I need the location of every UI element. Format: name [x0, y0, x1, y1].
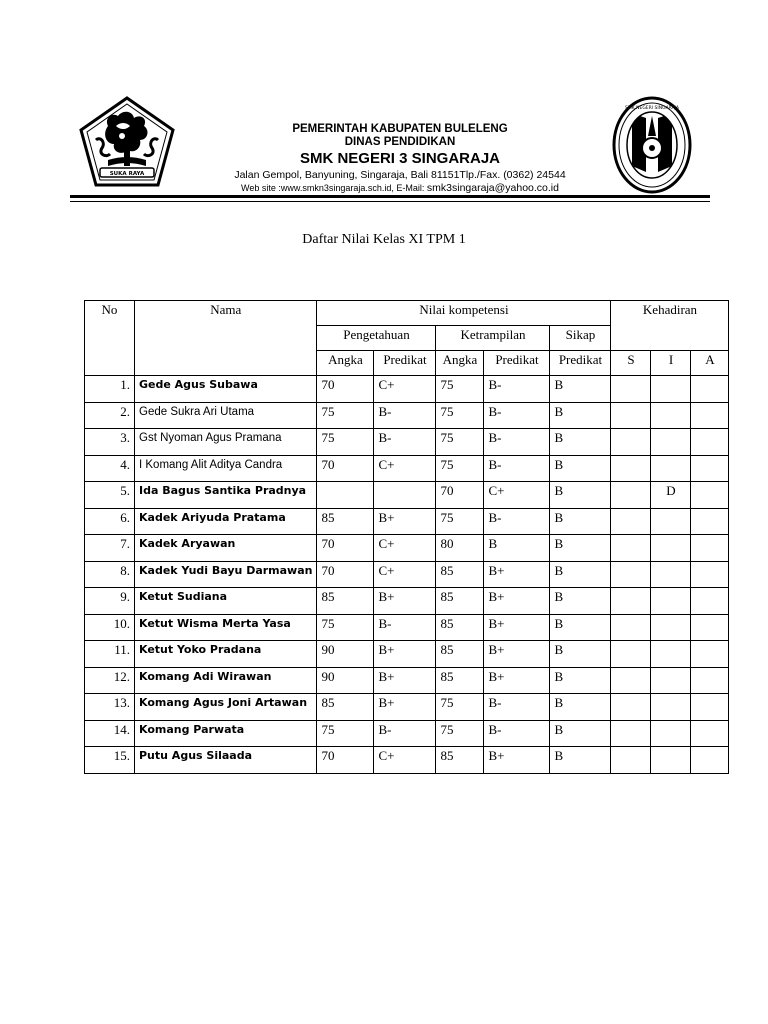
cell-alpa: [691, 641, 729, 668]
cell-predikat-sikap: B: [550, 429, 611, 456]
cell-predikat-ketrampilan: B+: [484, 614, 550, 641]
cell-sakit: [611, 667, 651, 694]
header-predikat-sikap: Predikat: [550, 351, 611, 376]
cell-angka-pengetahuan: 75: [317, 720, 374, 747]
cell-predikat-pengetahuan: B-: [374, 720, 436, 747]
cell-predikat-sikap: B: [550, 402, 611, 429]
cell-angka-pengetahuan: 70: [317, 747, 374, 774]
cell-predikat-pengetahuan: C+: [374, 747, 436, 774]
cell-izin: [651, 376, 691, 403]
cell-predikat-pengetahuan: B-: [374, 614, 436, 641]
cell-predikat-ketrampilan: B-: [484, 376, 550, 403]
department-name: DINAS PENDIDIKAN: [344, 136, 456, 148]
cell-predikat-pengetahuan: B+: [374, 588, 436, 615]
cell-predikat-ketrampilan: B+: [484, 747, 550, 774]
cell-angka-ketrampilan: 75: [436, 402, 484, 429]
cell-predikat-pengetahuan: C+: [374, 535, 436, 562]
cell-predikat-pengetahuan: B+: [374, 694, 436, 721]
cell-no: 10.: [85, 614, 135, 641]
cell-sakit: [611, 614, 651, 641]
grades-table: [84, 300, 729, 774]
cell-angka-ketrampilan: 75: [436, 376, 484, 403]
cell-nama: Ketut Sudiana: [135, 588, 317, 615]
cell-izin: [651, 747, 691, 774]
cell-angka-pengetahuan: 70: [317, 376, 374, 403]
cell-sakit: [611, 429, 651, 456]
header-predikat-pengetahuan: Predikat: [374, 351, 436, 376]
cell-no: 12.: [85, 667, 135, 694]
cell-predikat-sikap: B: [550, 455, 611, 482]
cell-alpa: [691, 667, 729, 694]
cell-angka-pengetahuan: 70: [317, 561, 374, 588]
cell-sakit: [611, 376, 651, 403]
cell-predikat-sikap: B: [550, 561, 611, 588]
cell-sakit: [611, 694, 651, 721]
cell-predikat-pengetahuan: C+: [374, 561, 436, 588]
header-no: No: [85, 301, 135, 376]
cell-predikat-ketrampilan: B-: [484, 694, 550, 721]
cell-angka-pengetahuan: 75: [317, 429, 374, 456]
table-row: [85, 482, 729, 509]
cell-predikat-sikap: B: [550, 747, 611, 774]
cell-predikat-ketrampilan: B: [484, 535, 550, 562]
cell-predikat-ketrampilan: B+: [484, 561, 550, 588]
cell-predikat-ketrampilan: B+: [484, 641, 550, 668]
cell-alpa: [691, 455, 729, 482]
cell-nama: Kadek Yudi Bayu Darmawan: [135, 561, 317, 588]
cell-predikat-pengetahuan: B-: [374, 402, 436, 429]
table-row: [85, 694, 729, 721]
cell-no: 8.: [85, 561, 135, 588]
cell-angka-ketrampilan: 75: [436, 508, 484, 535]
cell-nama: I Komang Alit Aditya Candra: [135, 455, 317, 482]
cell-angka-ketrampilan: 70: [436, 482, 484, 509]
cell-sakit: [611, 402, 651, 429]
table-row: [85, 747, 729, 774]
table-row: [85, 455, 729, 482]
cell-angka-ketrampilan: 80: [436, 535, 484, 562]
cell-predikat-pengetahuan: B-: [374, 429, 436, 456]
cell-sakit: [611, 508, 651, 535]
cell-angka-pengetahuan: 90: [317, 667, 374, 694]
cell-predikat-ketrampilan: B-: [484, 508, 550, 535]
cell-sakit: [611, 455, 651, 482]
cell-alpa: [691, 402, 729, 429]
document-title: Daftar Nilai Kelas XI TPM 1: [302, 232, 466, 247]
cell-predikat-ketrampilan: B-: [484, 429, 550, 456]
cell-predikat-ketrampilan: B-: [484, 402, 550, 429]
cell-alpa: [691, 747, 729, 774]
cell-alpa: [691, 429, 729, 456]
letterhead: [190, 123, 610, 195]
cell-predikat-sikap: B: [550, 667, 611, 694]
table-row: [85, 561, 729, 588]
cell-angka-pengetahuan: 75: [317, 402, 374, 429]
email-text: smk3singaraja@yahoo.co.id: [426, 182, 559, 194]
cell-izin: [651, 535, 691, 562]
cell-no: 4.: [85, 455, 135, 482]
cell-izin: [651, 667, 691, 694]
header-angka-ketrampilan: Angka: [436, 351, 484, 376]
cell-no: 15.: [85, 747, 135, 774]
cell-sakit: [611, 747, 651, 774]
cell-predikat-pengetahuan: [374, 482, 436, 509]
cell-predikat-ketrampilan: B-: [484, 720, 550, 747]
cell-izin: [651, 508, 691, 535]
cell-nama: Komang Parwata: [135, 720, 317, 747]
header-kehadiran: Kehadiran: [611, 301, 729, 351]
header-nilai-kompetensi: Nilai kompetensi: [317, 301, 611, 326]
letterhead-divider-thin: [70, 201, 710, 202]
cell-izin: [651, 455, 691, 482]
cell-predikat-pengetahuan: B+: [374, 641, 436, 668]
cell-alpa: [691, 694, 729, 721]
cell-no: 14.: [85, 720, 135, 747]
school-contact: [190, 182, 610, 195]
cell-no: 3.: [85, 429, 135, 456]
cell-no: 7.: [85, 535, 135, 562]
cell-izin: [651, 694, 691, 721]
cell-izin: D: [651, 482, 691, 509]
cell-angka-ketrampilan: 85: [436, 614, 484, 641]
cell-no: 5.: [85, 482, 135, 509]
regency-name: PEMERINTAH KABUPATEN BULELENG: [292, 123, 508, 135]
cell-predikat-sikap: B: [550, 588, 611, 615]
cell-predikat-ketrampilan: C+: [484, 482, 550, 509]
cell-angka-ketrampilan: 75: [436, 429, 484, 456]
cell-nama: Gede Sukra Ari Utama: [135, 402, 317, 429]
cell-predikat-ketrampilan: B+: [484, 667, 550, 694]
table-row: [85, 614, 729, 641]
cell-angka-ketrampilan: 85: [436, 747, 484, 774]
header-alpa: A: [691, 351, 729, 376]
cell-alpa: [691, 535, 729, 562]
header-sakit: S: [611, 351, 651, 376]
cell-izin: [651, 402, 691, 429]
cell-angka-pengetahuan: 70: [317, 535, 374, 562]
cell-predikat-pengetahuan: C+: [374, 455, 436, 482]
table-row: [85, 667, 729, 694]
website-text: Web site :www.smkn3singaraja.sch.id, E-Mail:: [241, 183, 427, 193]
student-rows: [85, 376, 729, 774]
cell-angka-pengetahuan: 85: [317, 588, 374, 615]
cell-angka-pengetahuan: 90: [317, 641, 374, 668]
header-ketrampilan: Ketrampilan: [436, 326, 550, 351]
cell-izin: [651, 720, 691, 747]
cell-no: 1.: [85, 376, 135, 403]
cell-predikat-pengetahuan: C+: [374, 376, 436, 403]
cell-nama: Gede Agus Subawa: [135, 376, 317, 403]
cell-predikat-ketrampilan: B+: [484, 588, 550, 615]
cell-nama: Komang Adi Wirawan: [135, 667, 317, 694]
cell-izin: [651, 641, 691, 668]
cell-predikat-sikap: B: [550, 694, 611, 721]
cell-predikat-sikap: B: [550, 720, 611, 747]
header-pengetahuan: Pengetahuan: [317, 326, 436, 351]
cell-predikat-sikap: B: [550, 482, 611, 509]
cell-no: 9.: [85, 588, 135, 615]
cell-alpa: [691, 482, 729, 509]
header-sikap: Sikap: [550, 326, 611, 351]
cell-no: 13.: [85, 694, 135, 721]
school-name: SMK NEGERI 3 SINGARAJA: [299, 150, 501, 167]
cell-angka-ketrampilan: 85: [436, 588, 484, 615]
cell-nama: Putu Agus Silaada: [135, 747, 317, 774]
cell-no: 6.: [85, 508, 135, 535]
header-row-1: [85, 301, 729, 326]
cell-alpa: [691, 561, 729, 588]
cell-alpa: [691, 614, 729, 641]
cell-angka-ketrampilan: 85: [436, 641, 484, 668]
cell-predikat-ketrampilan: B-: [484, 455, 550, 482]
table-row: [85, 588, 729, 615]
cell-no: 2.: [85, 402, 135, 429]
cell-sakit: [611, 720, 651, 747]
cell-predikat-pengetahuan: B+: [374, 508, 436, 535]
cell-izin: [651, 429, 691, 456]
cell-nama: Kadek Aryawan: [135, 535, 317, 562]
cell-angka-pengetahuan: [317, 482, 374, 509]
cell-no: 11.: [85, 641, 135, 668]
table-row: [85, 641, 729, 668]
cell-alpa: [691, 376, 729, 403]
cell-angka-ketrampilan: 75: [436, 455, 484, 482]
cell-sakit: [611, 482, 651, 509]
cell-nama: Gst Nyoman Agus Pramana: [135, 429, 317, 456]
cell-nama: Ketut Yoko Pradana: [135, 641, 317, 668]
cell-sakit: [611, 641, 651, 668]
cell-izin: [651, 588, 691, 615]
cell-nama: Komang Agus Joni Artawan: [135, 694, 317, 721]
cell-nama: Ida Bagus Santika Pradnya: [135, 482, 317, 509]
cell-angka-pengetahuan: 85: [317, 694, 374, 721]
table-row: [85, 508, 729, 535]
cell-angka-ketrampilan: 75: [436, 720, 484, 747]
cell-nama: Ketut Wisma Merta Yasa: [135, 614, 317, 641]
cell-predikat-pengetahuan: B+: [374, 667, 436, 694]
cell-predikat-sikap: B: [550, 614, 611, 641]
cell-angka-ketrampilan: 85: [436, 667, 484, 694]
cell-angka-ketrampilan: 85: [436, 561, 484, 588]
buleleng-emblem-logo: [78, 96, 176, 188]
cell-sakit: [611, 561, 651, 588]
table-row: [85, 402, 729, 429]
letterhead-divider-thick: [70, 195, 710, 198]
cell-angka-pengetahuan: 85: [317, 508, 374, 535]
cell-izin: [651, 614, 691, 641]
table-row: [85, 535, 729, 562]
header-angka-pengetahuan: Angka: [317, 351, 374, 376]
smk-school-logo: [612, 96, 692, 194]
cell-predikat-sikap: B: [550, 508, 611, 535]
cell-izin: [651, 561, 691, 588]
table-row: [85, 376, 729, 403]
header-predikat-ketrampilan: Predikat: [484, 351, 550, 376]
table-row: [85, 429, 729, 456]
cell-angka-ketrampilan: 75: [436, 694, 484, 721]
header-nama: Nama: [135, 301, 317, 376]
cell-alpa: [691, 508, 729, 535]
cell-angka-pengetahuan: 70: [317, 455, 374, 482]
cell-sakit: [611, 588, 651, 615]
cell-predikat-sikap: B: [550, 535, 611, 562]
svg-text:SMK NEGERI SINGARAJA: SMK NEGERI SINGARAJA: [624, 106, 680, 111]
cell-predikat-sikap: B: [550, 376, 611, 403]
header-izin: I: [651, 351, 691, 376]
cell-predikat-sikap: B: [550, 641, 611, 668]
table-row: [85, 720, 729, 747]
school-address: Jalan Gempol, Banyuning, Singaraja, Bali 81151Tlp./Fax. (0362) 24544: [234, 169, 566, 181]
cell-sakit: [611, 535, 651, 562]
cell-angka-pengetahuan: 75: [317, 614, 374, 641]
cell-alpa: [691, 720, 729, 747]
svg-text:SUKA RAYA: SUKA RAYA: [109, 171, 145, 177]
cell-alpa: [691, 588, 729, 615]
cell-nama: Kadek Ariyuda Pratama: [135, 508, 317, 535]
